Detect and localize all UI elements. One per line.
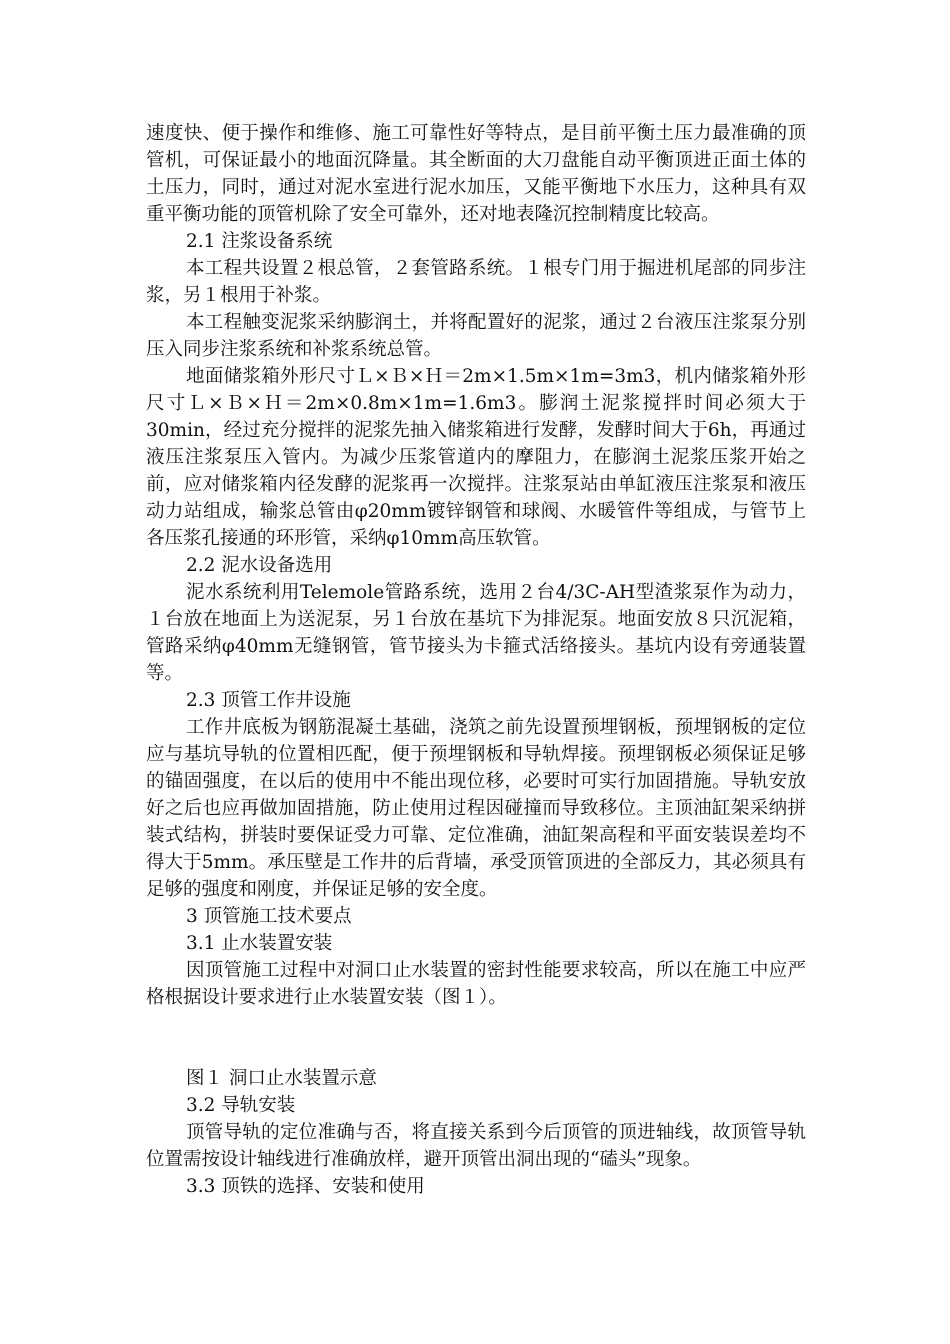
body-paragraph-pipes: 本工程共设置２根总管，２套管路系统。１根专门用于掘进机尾部的同步注浆，另１根用于补浆。 [146, 258, 806, 306]
section-heading-2-1: 2.1 注浆设备系统 [186, 231, 333, 252]
body-paragraph-shaft: 工作井底板为钢筋混凝土基础，浇筑之前先设置预埋钢板，预埋钢板的定位应与基坑导轨的位置相匹配，便于预埋钢板和导轨焊接。预埋钢板必须保证足够的锚固强度，在以后的使用中不能出现位移，必要时可实行加固措施。导轨安放好之后也应再做加固措施，防止使用过程因碰撞而导致移位。主顶油缸架采纳拼装式结构，拼装时要保证受力可靠、定位准确，油缸架高程和平面安装误差均不得大于5mm。承压壁是工作井的后背墙，承受顶管顶进的全部反力，其必须具有足够的强度和刚度，并保证足够的安全度。 [146, 717, 806, 900]
body-paragraph-guide-rail: 顶管导轨的定位准确与否，将直接关系到今后顶管的顶进轴线，故顶管导轨位置需按设计轴线进行准确放样，避开顶管出洞出现的“磕头”现象。 [146, 1122, 806, 1170]
body-paragraph-sealing: 因顶管施工过程中对洞口止水装置的密封性能要求较高，所以在施工中应严格根据设计要求进行止水装置安装（图１）。 [146, 960, 806, 1008]
figure-placeholder [146, 1011, 806, 1065]
section-heading-3: 3 顶管施工技术要点 [186, 906, 352, 927]
section-heading-3-1: 3.1 止水装置安装 [186, 933, 333, 954]
body-paragraph-tanks: 地面储浆箱外形尺寸Ｌ×Ｂ×Ｈ＝2m×1.5m×1m=3m3，机内储浆箱外形尺寸Ｌ×Ｂ×Ｈ＝2m×0.8m×1m=1.6m3。膨润土泥浆搅拌时间必须大于30min，经过充分搅拌的泥浆先抽入储浆箱进行发酵，发酵时间大于6h，再通过液压注浆泵压入管内。为减少压浆管道内的摩阻力，在膨润土泥浆压浆开始之前，应对储浆箱内径发酵的泥浆再一次搅拌。注浆泵站由单缸液压注浆泵和液压动力站组成，输浆总管由φ20mm镀锌钢管和球阀、水暖管件等组成，与管节上各压浆孔接通的环形管，采纳φ10mm高压软管。 [146, 366, 806, 549]
section-heading-3-2: 3.2 导轨安装 [186, 1095, 296, 1116]
section-heading-2-3: 2.3 顶管工作井设施 [186, 690, 351, 711]
body-paragraph-mud-system: 泥水系统利用Telemole管路系统，选用２台4/3C-AH型渣浆泵作为动力，１台放在地面上为送泥泵，另１台放在基坑下为排泥泵。地面安放８只沉泥箱，管路采纳φ40mm无缝钢管，管节接头为卡箍式活络接头。基坑内设有旁通装置等。 [146, 582, 806, 684]
section-heading-3-3: 3.3 顶铁的选择、安装和使用 [186, 1176, 425, 1197]
body-paragraph-intro: 速度快、便于操作和维修、施工可靠性好等特点，是目前平衡土压力最准确的顶管机，可保证最小的地面沉降量。其全断面的大刀盘能自动平衡顶进正面土体的土压力，同时，通过对泥水室进行泥水加压，又能平衡地下水压力，这种具有双重平衡功能的顶管机除了安全可靠外，还对地表隆沉控制精度比较高。 [146, 123, 806, 225]
section-heading-2-2: 2.2 泥水设备选用 [186, 555, 333, 576]
figure-caption: 图１ 洞口止水装置示意 [186, 1068, 377, 1089]
body-paragraph-slurry: 本工程触变泥浆采纳膨润土，并将配置好的泥浆，通过２台液压注浆泵分别压入同步注浆系统和补浆系统总管。 [146, 312, 806, 360]
document-page [146, 120, 806, 1200]
